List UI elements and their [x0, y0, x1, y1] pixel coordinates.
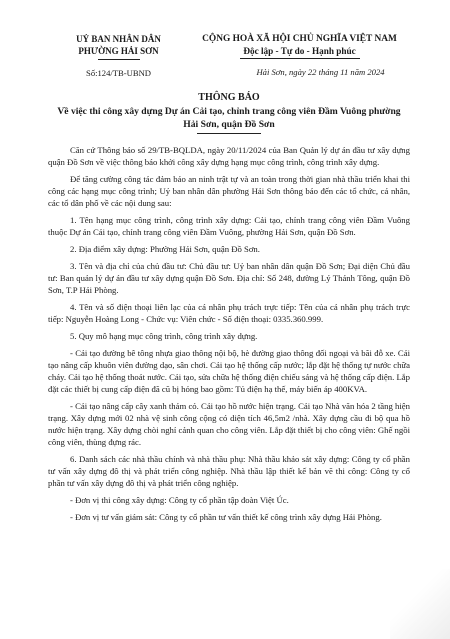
issuing-authority — [48, 34, 189, 79]
body-paragraph: 3. Tên và địa chỉ của chủ đầu tư: Chủ đầu tư: Uỷ ban nhân dân quận Đồ Sơn; Đại diện Chủ đầu tư: Ban quản lý dự án đầu tư xây dựng quận Đồ Sơn. Địa chỉ: Số 248, đường Lý Thánh Tông, quận Đồ Sơn, T.P Hải Phòng. — [48, 261, 410, 296]
page-shadow — [390, 569, 450, 639]
national-motto: Độc lập - Tự do - Hạnh phúc — [243, 45, 356, 56]
body-paragraph: 4. Tên và số điện thoại liên lạc của cá nhân phụ trách trực tiếp: Tên của cá nhân phụ trách trực tiếp: Nguyễn Hoàng Long - Chức vụ: Viên chức - Số điện thoại: 0335.360.999. — [48, 302, 410, 325]
national-heading — [189, 34, 410, 79]
body-paragraph: - Cải tạo nâng cấp cây xanh thảm cỏ. Cải tạo hồ nước hiện trạng. Cải tạo Nhà văn hóa 2 tầng hiện trạng. Xây dựng mới 02 nhà vệ sinh công cộng có diện tích 46,5m2 /nhà. Xây dựng cầu đi bộ qua hồ nước hiện trạng. Xây dựng chòi nghỉ cảnh quan cho công viên. Lắp đặt thiết bị cho công viên: Ghế ngồi công viên, thùng đựng rác. — [48, 401, 410, 448]
body-paragraph: Để tăng cường công tác đảm bảo an ninh trật tự và an toàn trong thời gian nhà thầu triển khai thi công các hạng mục công trình; Uỷ ban nhân dân phường Hải Sơn thông báo đến các tổ chức, cá nhân, các tổ dân phố về các nội dung sau: — [48, 174, 410, 209]
document-number: Số:124/TB-UBND — [86, 67, 151, 78]
document-date: Hải Sơn, ngày 22 tháng 11 năm 2024 — [256, 67, 385, 78]
body-paragraph: 2. Địa điểm xây dựng: Phường Hải Sơn, quận Đồ Sơn. — [70, 244, 260, 255]
document-subject: Về việc thi công xây dựng Dự án Cải tạo, chỉnh trang công viên Đầm Vuông phường Hải Sơn, quận Đồ Sơn — [57, 106, 401, 130]
authority-name: UỶ BAN NHÂN DÂN — [76, 34, 161, 44]
authority-ward: PHƯỜNG HẢI SƠN — [78, 46, 159, 57]
authority-underline — [98, 59, 140, 60]
body-paragraph: - Cải tạo đường bê tông nhựa giao thông nội bộ, hè đường giao thông đối ngoại và bãi đỗ xe. Cải tạo nâng cấp khuôn viên đường dạo, sân chơi. Cải tạo hệ thống cấp nước; lắp đặt hệ thống tự nước chữa cháy. Cải tạo hệ thống thoát nước. Cải tạo, sửa chữa hệ thống điện chiếu sáng và hệ thống cấp điện. Lắp đặt các thiết bị cung cấp điện đã cũ bị hỏng bao gồm: Tủ điện hạ thế, máy biến áp 400KVA. — [48, 348, 410, 395]
subject-underline — [197, 133, 261, 134]
nation-name: CỘNG HOÀ XÃ HỘI CHỦ NGHĨA VIỆT NAM — [202, 34, 397, 44]
body-paragraph: 1. Tên hạng mục công trình, công trình xây dựng: Cải tạo, chỉnh trang công viên Đầm Vuông thuộc Dự án Cải tạo, chỉnh trang công viên Đầm Vuông, phường Hải Sơn, quận Đồ Sơn. — [48, 215, 410, 238]
document-title: THÔNG BÁO — [198, 92, 260, 104]
motto-underline — [240, 58, 360, 59]
body-paragraph: - Đơn vị tư vấn giám sát: Công ty cổ phần tư vấn thiết kế công trình xây dựng Hải Phòng. — [70, 512, 382, 523]
body-paragraph: 5. Quy mô hạng mục công trình, công trình xây dựng. — [70, 331, 258, 342]
document-header — [48, 34, 410, 79]
document-body — [48, 144, 410, 523]
body-paragraph: Căn cứ Thông báo số 29/TB-BQLDA, ngày 20/11/2024 của Ban Quản lý dự án đầu tư xây dựng quận Đồ Sơn về việc thông báo khởi công xây dựng hạng mục công trình, công trình xây dựng. — [48, 145, 410, 168]
body-paragraph: 6. Danh sách các nhà thầu chính và nhà thầu phụ: Nhà thầu khảo sát xây dựng: Công ty cổ phần tư vấn xây dựng đô thị và phát triển công nghiệp. Nhà thầu lập thiết kế bản vẽ thi công: Công ty cổ phần tư vấn xây dựng đô thị và phát triển công nghiệp. — [48, 454, 410, 489]
body-paragraph: - Đơn vị thi công xây dựng: Công ty cổ phần tập đoàn Việt Úc. — [70, 495, 289, 506]
